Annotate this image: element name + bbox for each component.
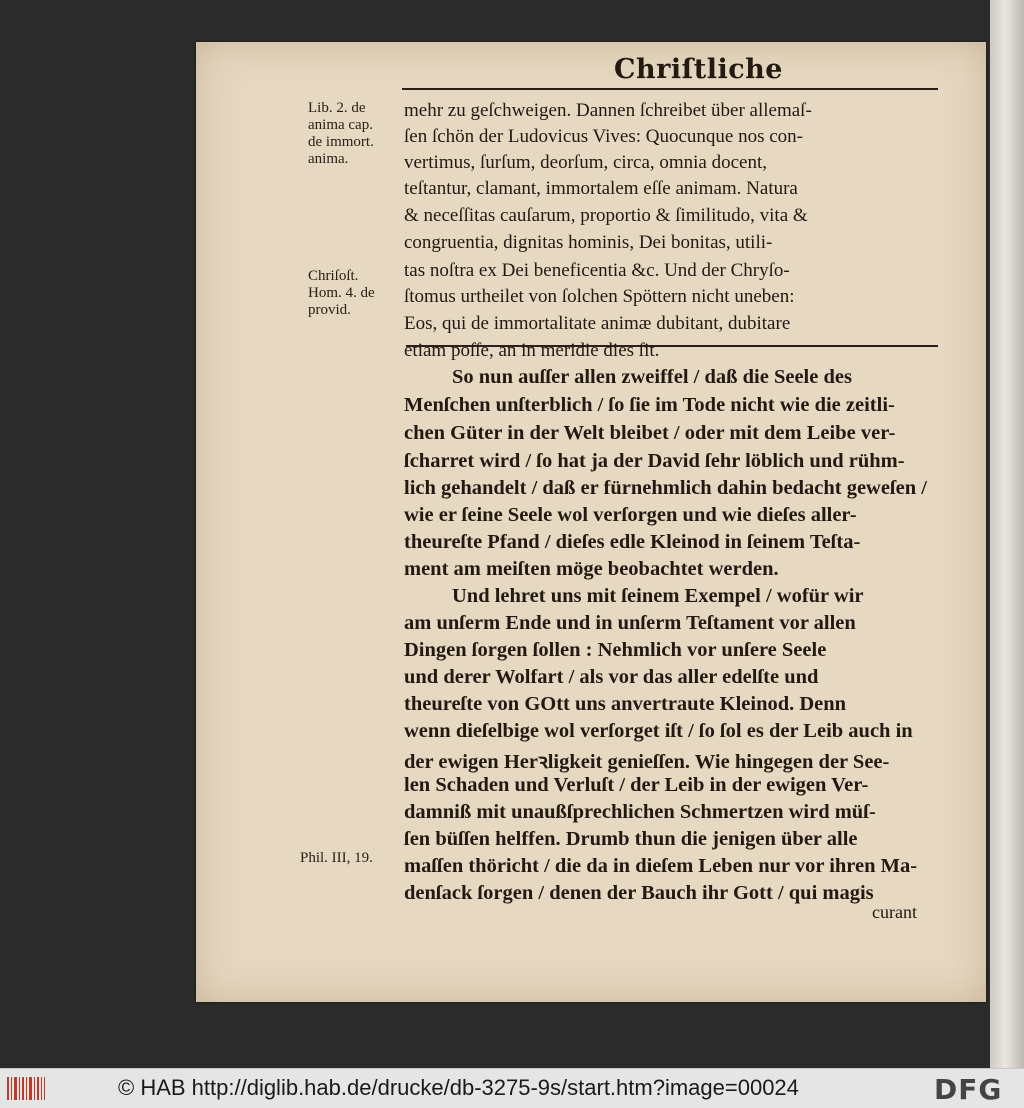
running-head: Chriſtliche [614,54,783,85]
text-line: ſen ſchön der Ludovicus Vives: Quocunque nos con- [404,126,804,147]
text-line: wie er ſeine Seele wol verſorgen und wie dieſes aller- [404,504,857,526]
margin-note-phil: Phil. III, 19. [300,850,373,866]
text-line: ſcharret wird / ſo hat ja der David ſehr löblich und rühm- [404,450,905,472]
text-line: lich gehandelt / daß er fürnehmlich dahin bedacht geweſen / [404,477,927,499]
text-line: damniß mit unaußſprechlichen Schmertzen wird müſ- [404,801,876,823]
text-line: maſſen thöricht / die da in dieſem Leben nur vor ihren Ma- [404,855,918,877]
text-line: ment am meiſten möge beobachtet werden. [404,558,779,580]
margin-note-chrysostom: Chriſoſt. Hom. 4. de provid. [308,268,375,318]
text-line: theureſte von GOtt uns anvertraute Kleinod. Denn [404,693,847,715]
text-line: Menſchen unſterblich / ſo ſie im Tode nicht wie die zeitli- [404,394,895,416]
text-line: chen Güter in der Welt bleibet / oder mit dem Leibe ver- [404,422,896,444]
text-line: Eos, qui de immortalitate animæ dubitant, dubitare [404,313,791,334]
text-line: len Schaden und Verluſt / der Leib in der ewigen Ver- [404,774,869,796]
text-line: wenn dieſelbige wol verſorget iſt / ſo ſol es der Leib auch in [404,720,913,742]
text-line: So nun auſſer allen zweiffel / daß die Seele des [452,366,852,388]
text-line: tas noſtra ex Dei beneficentia &c. Und der Chryſo- [404,260,790,281]
text-line: theureſte Pfand / dieſes edle Kleinod in ſeinem Teſta- [404,531,861,553]
page-edge-strip [990,0,1024,1068]
text-line: mehr zu geſchweigen. Dannen ſchreibet über allemaſ- [404,100,812,121]
text-line: und derer Wolfart / als vor das aller edelſte und [404,666,819,688]
text-line: Und lehret uns mit ſeinem Exempel / wofür wir [452,585,864,607]
header-rule [402,88,938,90]
footer-bar [0,1068,1024,1108]
text-line: ſen büſſen helffen. Drumb thun die jenigen über alle [404,828,858,850]
text-line: der ewigen Herꝛligkeit genieſſen. Wie hingegen der See- [404,751,890,773]
text-line: denſack ſorgen / denen der Bauch ihr Gott / qui magis [404,882,874,904]
text-line: etiam poſſe, an in meridie dies ſit. [404,340,660,361]
copyright-link[interactable]: © HAB http://diglib.hab.de/drucke/db-3275-9s/start.htm?image=00024 [118,1075,799,1100]
text-line: vertimus, ſurſum, deorſum, circa, omnia docent, [404,152,768,173]
text-line: & neceſſitas cauſarum, proportio & ſimilitudo, vita & [404,205,808,226]
text-line: ſtomus urtheilet von ſolchen Spöttern nicht uneben: [404,286,795,307]
catchword: curant [872,902,917,922]
dfg-logo: DFG [934,1073,1003,1106]
text-line: teſtantur, clamant, immortalem eſſe animam. Natura [404,178,798,199]
text-line: Dingen ſorgen ſollen : Nehmlich vor unſere Seele [404,639,827,661]
barcode-icon [6,1075,46,1102]
margin-note-lib: Lib. 2. de anima cap. de immort. anima. [308,100,374,167]
text-line: am unſerm Ende und in unſerm Teſtament vor allen [404,612,856,634]
text-line: congruentia, dignitas hominis, Dei bonitas, utili- [404,232,773,253]
